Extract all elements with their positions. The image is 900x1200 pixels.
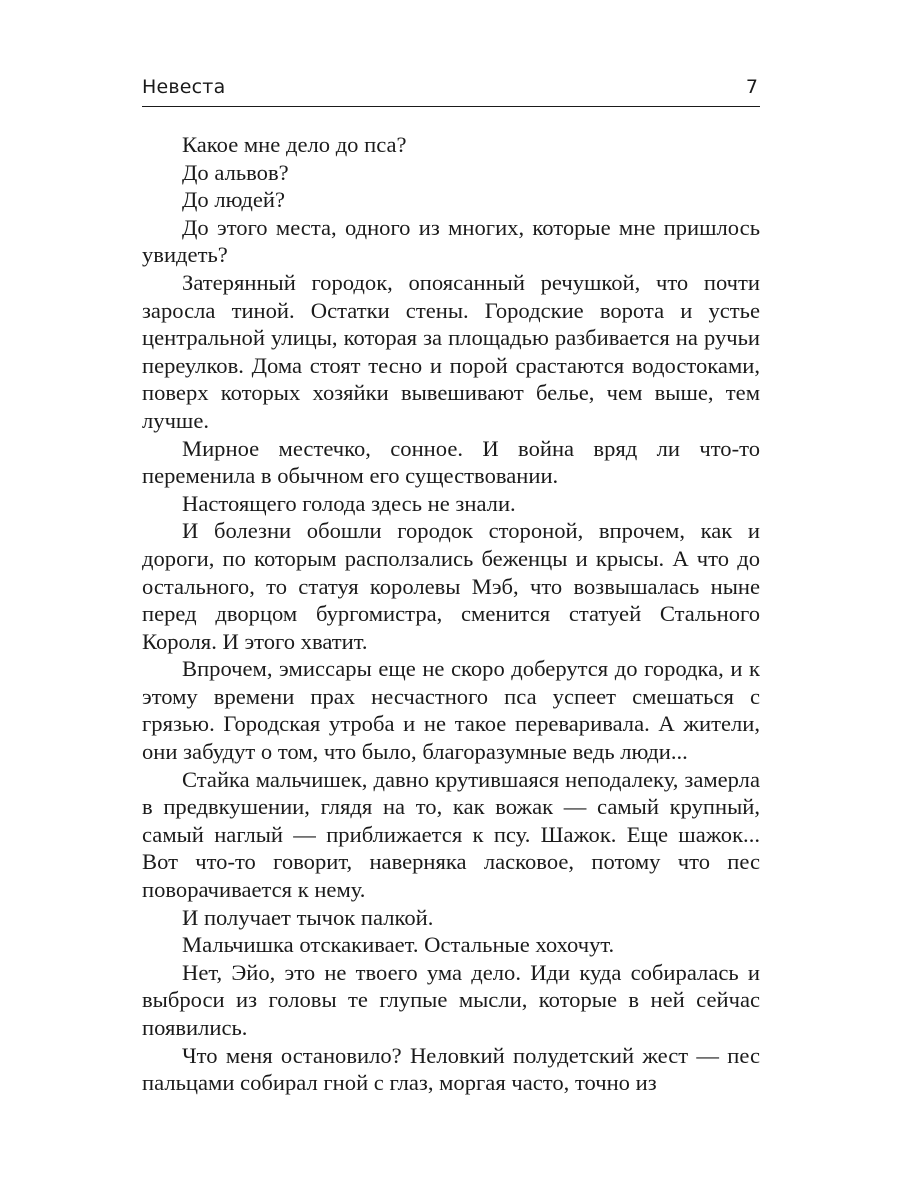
running-header bbox=[142, 74, 760, 107]
paragraph: Стайка мальчишек, давно крутившаяся неподалеку, замерла в предвкушении, глядя на то, как вожак — самый крупный, самый наглый — приближается к псу. Шажок. Еще шажок... Вот что-то говорит, наверняка ласковое, потому что пес поворачивается к нему. bbox=[142, 766, 760, 903]
body-text bbox=[142, 131, 760, 1097]
paragraph: И получает тычок палкой. bbox=[182, 904, 434, 930]
paragraph: Затерянный городок, опоясанный речушкой, что почти заросла тиной. Остатки стены. Городские ворота и устье центральной улицы, которая за площадью разбивается на ручьи переулков. Дома стоят тесно и порой срастаются водостоками, поверх которых хозяйки вывешивают белье, чем выше, тем лучше. bbox=[142, 269, 760, 433]
paragraph: Мирное местечко, сонное. И война вряд ли что-то переменила в обычном его существовании. bbox=[142, 435, 760, 489]
paragraph: До этого места, одного из многих, которые мне пришлось увидеть? bbox=[142, 214, 760, 268]
paragraph: Впрочем, эмиссары еще не скоро доберутся до городка, и к этому времени прах несчастного пса успеет смешаться с грязью. Городская утроба и не такое переваривала. А жители, они забудут о том, что было, благоразумные ведь люди... bbox=[142, 656, 760, 765]
page-number: 7 bbox=[745, 76, 758, 98]
paragraph: Нет, Эйо, это не твоего ума дело. Иди куда собиралась и выброси из головы те глупые мысли, которые в ней сейчас появились. bbox=[142, 959, 760, 1040]
paragraph: До людей? bbox=[182, 187, 286, 213]
paragraph: До альвов? bbox=[182, 159, 289, 185]
paragraph: Какое мне дело до пса? bbox=[182, 132, 407, 157]
paragraph: Мальчишка отскакивает. Остальные хохочут. bbox=[182, 932, 615, 958]
running-title: Невеста bbox=[142, 76, 226, 98]
paragraph: Настоящего голода здесь не знали. bbox=[182, 490, 516, 516]
paragraph: Что меня остановило? Неловкий полудетский жест — пес пальцами собирал гной с глаз, моргая часто, точно из bbox=[142, 1042, 760, 1096]
paragraph: И болезни обошли городок стороной, впрочем, как и дороги, по которым расползались беженцы и крысы. А что до остального, то статуя королевы Мэб, что возвышалась ныне перед дворцом бургомистра, сменится статуей Стального Короля. И этого хватит. bbox=[142, 518, 760, 654]
